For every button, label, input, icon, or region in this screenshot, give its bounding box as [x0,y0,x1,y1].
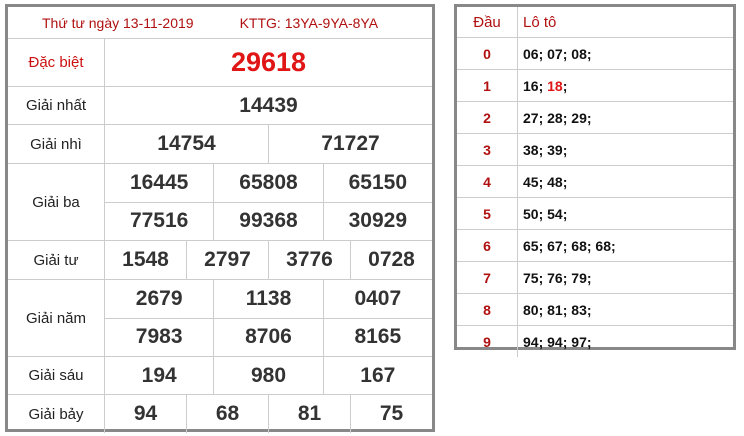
prize-label: Đặc biệt [8,39,105,86]
prize-numbers [105,39,432,86]
loto-row [457,230,733,262]
prize-number: 2679 [135,286,183,310]
loto-value: 94 [523,333,539,350]
loto-head: 9 [457,326,518,357]
loto-values: 27 ; 28 ; 29 ; [523,109,596,126]
prize-rows [8,39,432,433]
prize-number: 68 [186,395,268,433]
loto-row [457,102,733,134]
loto-value: 48 [547,173,563,190]
loto-value: 18 [547,77,563,94]
prize-number-line [105,357,432,394]
loto-row [457,70,733,102]
prize-label: Giải năm [8,280,105,356]
prize-row [8,39,432,87]
loto-head: 4 [457,166,518,197]
loto-values: 94 ; 94 ; 97 ; [523,333,596,350]
loto-values: 16 ; 18 ; [523,77,572,94]
loto-value: 28 [547,109,563,126]
prize-number: 71727 [268,125,432,163]
loto-row [457,294,733,326]
prize-number: 1548 [122,248,169,271]
prize-number-line [105,164,432,202]
prize-label: Giải tư [8,241,105,279]
loto-value: 39 [547,141,563,158]
loto-value: 65 [523,237,539,254]
prize-number: 167 [323,357,432,394]
prize-row [8,241,432,280]
prize-number: 16445 [129,170,189,194]
prize-number: 8165 [323,319,432,357]
loto-head: 1 [457,70,518,101]
loto-head: 7 [457,262,518,293]
draw-date: Thứ tư ngày 13-11-2019 [42,14,194,31]
loto-head: 2 [457,102,518,133]
results-header [8,7,432,39]
prize-row [8,357,432,395]
prize-number: 0407 [323,280,432,318]
loto-value: 76 [547,269,563,286]
loto-value: 38 [523,141,539,158]
loto-values: 06 ; 07 ; 08 ; [523,45,596,62]
loto-value: 68 [595,237,611,254]
loto-row [457,198,733,230]
loto-value: 83 [571,301,587,318]
loto-row [457,38,733,70]
prize-number-line [105,202,432,241]
loto-head: 3 [457,134,518,165]
loto-value: 79 [571,269,587,286]
loto-value: 75 [523,269,539,286]
results-table [5,4,435,432]
prize-number-line [105,39,432,86]
prize-numbers [105,357,432,394]
loto-value: 16 [523,77,539,94]
loto-value: 67 [547,237,563,254]
loto-value: 45 [523,173,539,190]
loto-value: 29 [571,109,587,126]
loto-value: 06 [523,45,539,62]
prize-number: 65808 [213,164,322,202]
prize-numbers [105,87,432,124]
loto-value: 08 [571,45,587,62]
loto-row [457,134,733,166]
prize-numbers [105,241,432,279]
prize-numbers [105,280,432,356]
prize-number: 99368 [213,203,322,241]
loto-row [457,262,733,294]
prize-label: Giải ba [8,164,105,240]
draw-code: KTTG: 13YA-9YA-8YA [239,14,379,31]
loto-table [454,4,736,350]
prize-row [8,125,432,164]
loto-values: 38 ; 39 ; [523,141,572,158]
prize-number: 65150 [323,164,432,202]
loto-values: 80 ; 81 ; 83 ; [523,301,596,318]
loto-head: 6 [457,230,518,261]
prize-number: 14439 [239,93,298,117]
loto-row [457,166,733,198]
loto-values: 50 ; 54 ; [523,205,572,222]
prize-row [8,280,432,357]
prize-number: 2797 [186,241,268,279]
prize-number: 14754 [157,132,216,155]
loto-value: 68 [571,237,587,254]
loto-values: 75 ; 76 ; 79 ; [523,269,596,286]
loto-value: 50 [523,205,539,222]
prize-row [8,87,432,125]
loto-rows [457,38,733,357]
loto-value: 54 [547,205,563,222]
prize-number: 77516 [129,209,189,233]
prize-number: 75 [350,395,432,433]
prize-label: Giải nhất [8,87,105,124]
loto-value: 27 [523,109,539,126]
prize-numbers [105,125,432,163]
prize-number: 29618 [230,47,307,77]
prize-number-line [105,318,432,357]
loto-value: 81 [547,301,563,318]
prize-number: 980 [213,357,322,394]
prize-label: Giải sáu [8,357,105,394]
loto-value: 07 [547,45,563,62]
prize-number: 0728 [350,241,432,279]
loto-value: 94 [547,333,563,350]
prize-numbers [105,164,432,240]
prize-number: 194 [141,363,177,387]
loto-column-label: Lô tô [523,13,557,31]
prize-numbers [105,395,432,433]
prize-number: 94 [133,402,158,425]
prize-number: 7983 [135,325,183,349]
prize-row [8,164,432,241]
prize-label: Giải bảy [8,395,105,433]
prize-number-line [105,280,432,318]
prize-number-line [105,125,432,163]
loto-values: 45 ; 48 ; [523,173,572,190]
loto-head: 8 [457,294,518,325]
prize-number: 3776 [268,241,350,279]
prize-number: 81 [268,395,350,433]
loto-values: 65 ; 67 ; 68 ; 68 ; [523,237,620,254]
loto-header [457,7,733,38]
prize-number-line [105,87,432,124]
prize-label: Giải nhì [8,125,105,163]
head-column-label: Đầu [457,7,518,37]
prize-number: 8706 [213,319,322,357]
prize-number: 1138 [213,280,322,318]
loto-value: 80 [523,301,539,318]
prize-number: 30929 [323,203,432,241]
loto-value: 97 [571,333,587,350]
prize-number-line [105,241,432,279]
loto-row [457,326,733,357]
loto-head: 5 [457,198,518,229]
prize-number-line [105,395,432,433]
loto-head: 0 [457,38,518,69]
prize-row [8,395,432,433]
